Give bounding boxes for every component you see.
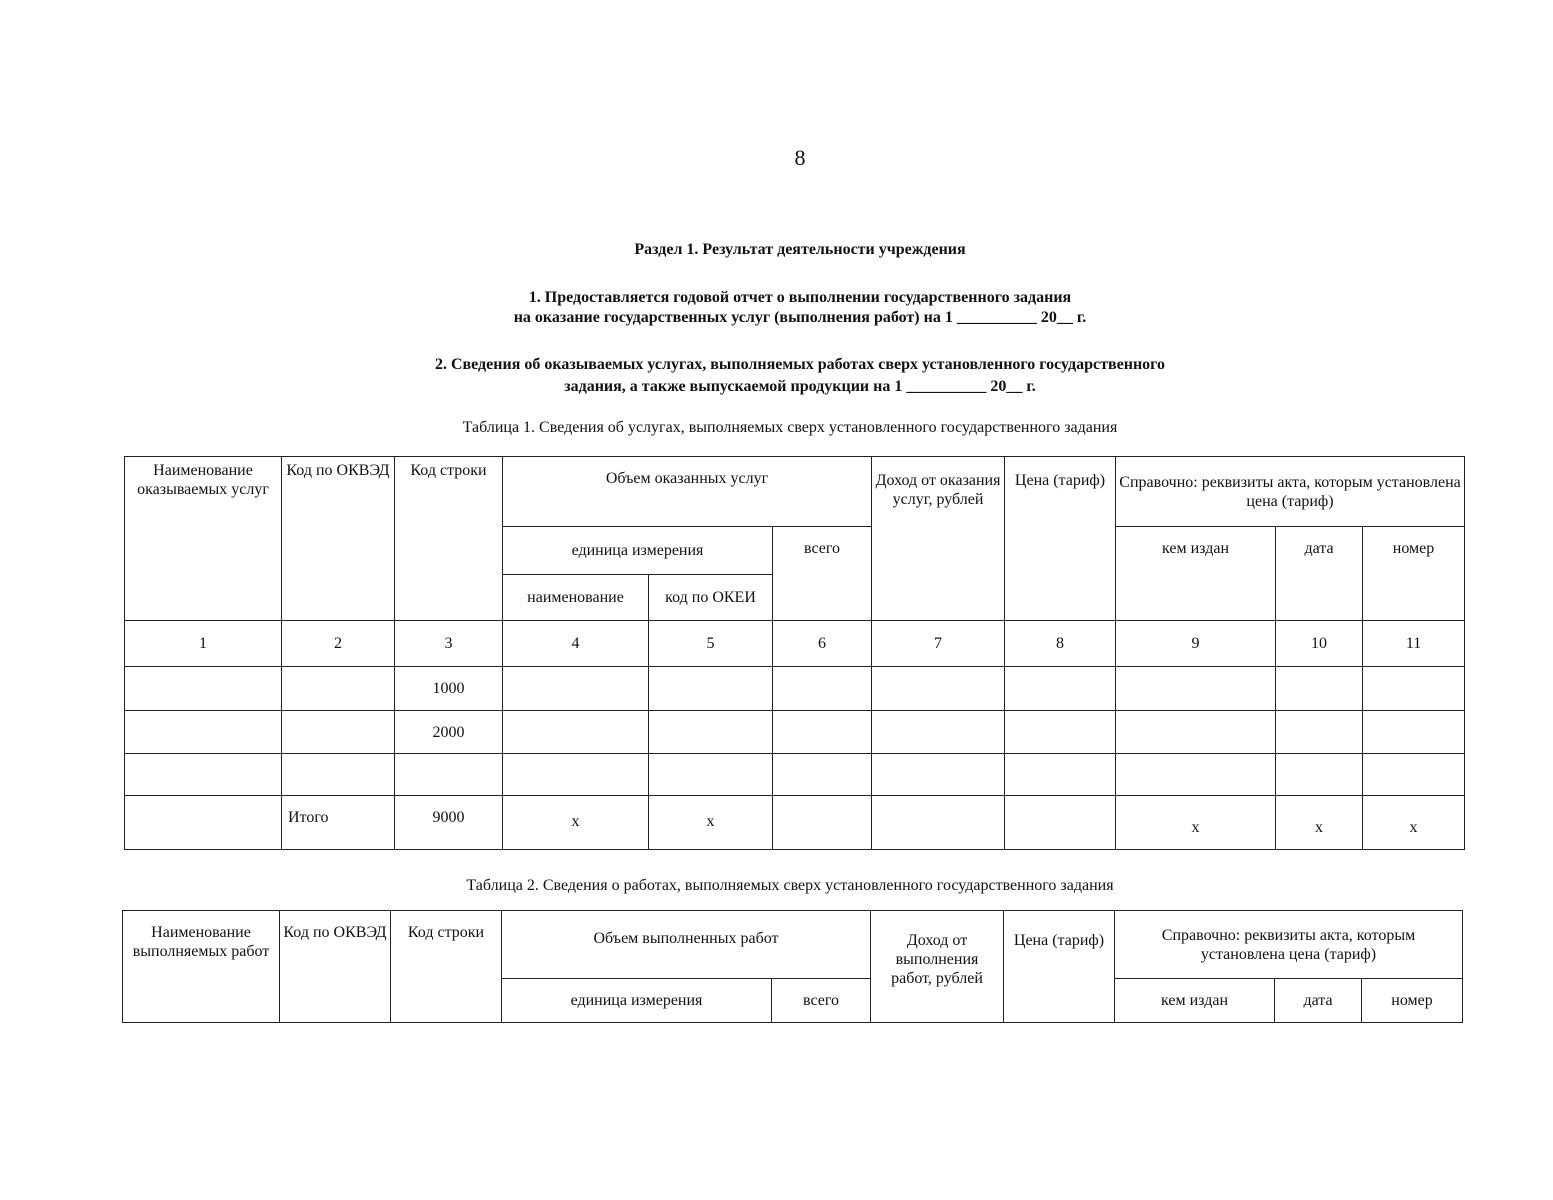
t1-cell [282, 667, 395, 711]
item1-line1: 1. Предоставляется годовой отчет о выполнении государственного задания [528, 289, 1072, 306]
t2-header-issued-by: кем издан [1115, 979, 1275, 1023]
t1-cell [1116, 754, 1276, 796]
item2-line1: 2. Сведения об оказываемых услугах, выполняемых работах сверх установленного государственного [434, 356, 1166, 373]
t1-cell: x [649, 796, 773, 850]
table1 [124, 456, 1465, 850]
t2-header-reference: Справочно: реквизиты акта, которым установлена цена (тариф) [1115, 911, 1463, 979]
t1-header-unit-name: наименование [503, 575, 649, 621]
t1-cell [773, 796, 872, 850]
t1-cell [1276, 711, 1363, 754]
t2-header-row-code: Код строки [391, 911, 502, 1023]
t1-cell [1276, 754, 1363, 796]
t1-cell [125, 754, 282, 796]
t1-cell [1116, 711, 1276, 754]
t1-colnum: 4 [503, 621, 649, 667]
t1-cell: x [1276, 796, 1363, 850]
t1-cell [1276, 667, 1363, 711]
t1-cell [1363, 711, 1465, 754]
t1-cell [1005, 667, 1116, 711]
t1-cell [872, 796, 1005, 850]
t1-colnum: 9 [1116, 621, 1276, 667]
t1-cell [282, 711, 395, 754]
t1-header-income: Доход от оказания услуг, рублей [872, 457, 1005, 621]
t1-cell [1005, 711, 1116, 754]
t1-cell [649, 711, 773, 754]
t1-cell: x [1116, 796, 1276, 850]
t1-cell [872, 711, 1005, 754]
t1-cell [1005, 796, 1116, 850]
table1-caption: Таблица 1. Сведения об услугах, выполняемых сверх установленного государственного задания [462, 419, 1118, 436]
t1-cell: 1000 [395, 667, 503, 711]
t2-header-name: Наименование выполняемых работ [123, 911, 280, 1023]
t1-header-okved: Код по ОКВЭД [282, 457, 395, 621]
t2-header-number: номер [1362, 979, 1463, 1023]
t1-column-numbers-row [125, 621, 1465, 667]
item2-line2: задания, а также выпускаемой продукции на 1 __________ 20__ г. [564, 378, 1036, 395]
t1-cell [773, 667, 872, 711]
t1-cell [773, 754, 872, 796]
t1-header-row-code: Код строки [395, 457, 503, 621]
table2 [122, 910, 1463, 1023]
t1-header-total: всего [773, 527, 872, 621]
t1-cell [395, 754, 503, 796]
t1-total-label: Итого [282, 796, 395, 850]
t2-header-okved: Код по ОКВЭД [280, 911, 391, 1023]
t2-header-income: Доход от выполнения работ, рублей [871, 911, 1004, 1023]
t1-cell: 2000 [395, 711, 503, 754]
t1-cell [125, 796, 282, 850]
t1-header-unit: единица измерения [503, 527, 773, 575]
section-title: Раздел 1. Результат деятельности учреждения [634, 241, 966, 258]
t1-cell [503, 754, 649, 796]
t1-colnum: 2 [282, 621, 395, 667]
t1-colnum: 3 [395, 621, 503, 667]
t2-header-date: дата [1275, 979, 1362, 1023]
t1-cell [1005, 754, 1116, 796]
t1-cell [125, 667, 282, 711]
t1-cell [1363, 667, 1465, 711]
t1-header-number: номер [1363, 527, 1465, 621]
t1-cell [1116, 667, 1276, 711]
t1-colnum: 11 [1363, 621, 1465, 667]
t1-colnum: 10 [1276, 621, 1363, 667]
t2-header-total: всего [772, 979, 871, 1023]
t2-header-unit: единица измерения [502, 979, 772, 1023]
t1-cell [503, 711, 649, 754]
t1-header-reference: Справочно: реквизиты акта, которым установлена цена (тариф) [1116, 457, 1465, 527]
table-row-total [125, 796, 1465, 850]
t1-cell [649, 754, 773, 796]
item1-line2: на оказание государственных услуг (выполнения работ) на 1 __________ 20__ г. [513, 309, 1087, 326]
table-row [125, 754, 1465, 796]
table2-caption: Таблица 2. Сведения о работах, выполняемых сверх установленного государственного задания [466, 877, 1114, 894]
t1-cell: x [503, 796, 649, 850]
t2-header-volume: Объем выполненных работ [502, 911, 871, 979]
t2-header-price: Цена (тариф) [1004, 911, 1115, 1023]
t1-header-issued-by: кем издан [1116, 527, 1276, 621]
t1-header-price: Цена (тариф) [1005, 457, 1116, 621]
t1-colnum: 7 [872, 621, 1005, 667]
t1-cell [282, 754, 395, 796]
t1-cell [1363, 754, 1465, 796]
t1-cell [872, 667, 1005, 711]
t1-cell [125, 711, 282, 754]
t1-colnum: 5 [649, 621, 773, 667]
table-row [125, 711, 1465, 754]
t1-header-name: Наименование оказываемых услуг [125, 457, 282, 621]
t1-header-date: дата [1276, 527, 1363, 621]
t1-cell [872, 754, 1005, 796]
t1-total-code: 9000 [395, 796, 503, 850]
table-row [125, 667, 1465, 711]
t1-colnum: 1 [125, 621, 282, 667]
t1-cell: x [1363, 796, 1465, 850]
t1-cell [503, 667, 649, 711]
t1-colnum: 6 [773, 621, 872, 667]
t1-colnum: 8 [1005, 621, 1116, 667]
t1-header-okei: код по ОКЕИ [649, 575, 773, 621]
page-number: 8 [794, 145, 806, 170]
t1-header-volume: Объем оказанных услуг [503, 457, 872, 527]
t1-cell [773, 711, 872, 754]
t1-cell [649, 667, 773, 711]
